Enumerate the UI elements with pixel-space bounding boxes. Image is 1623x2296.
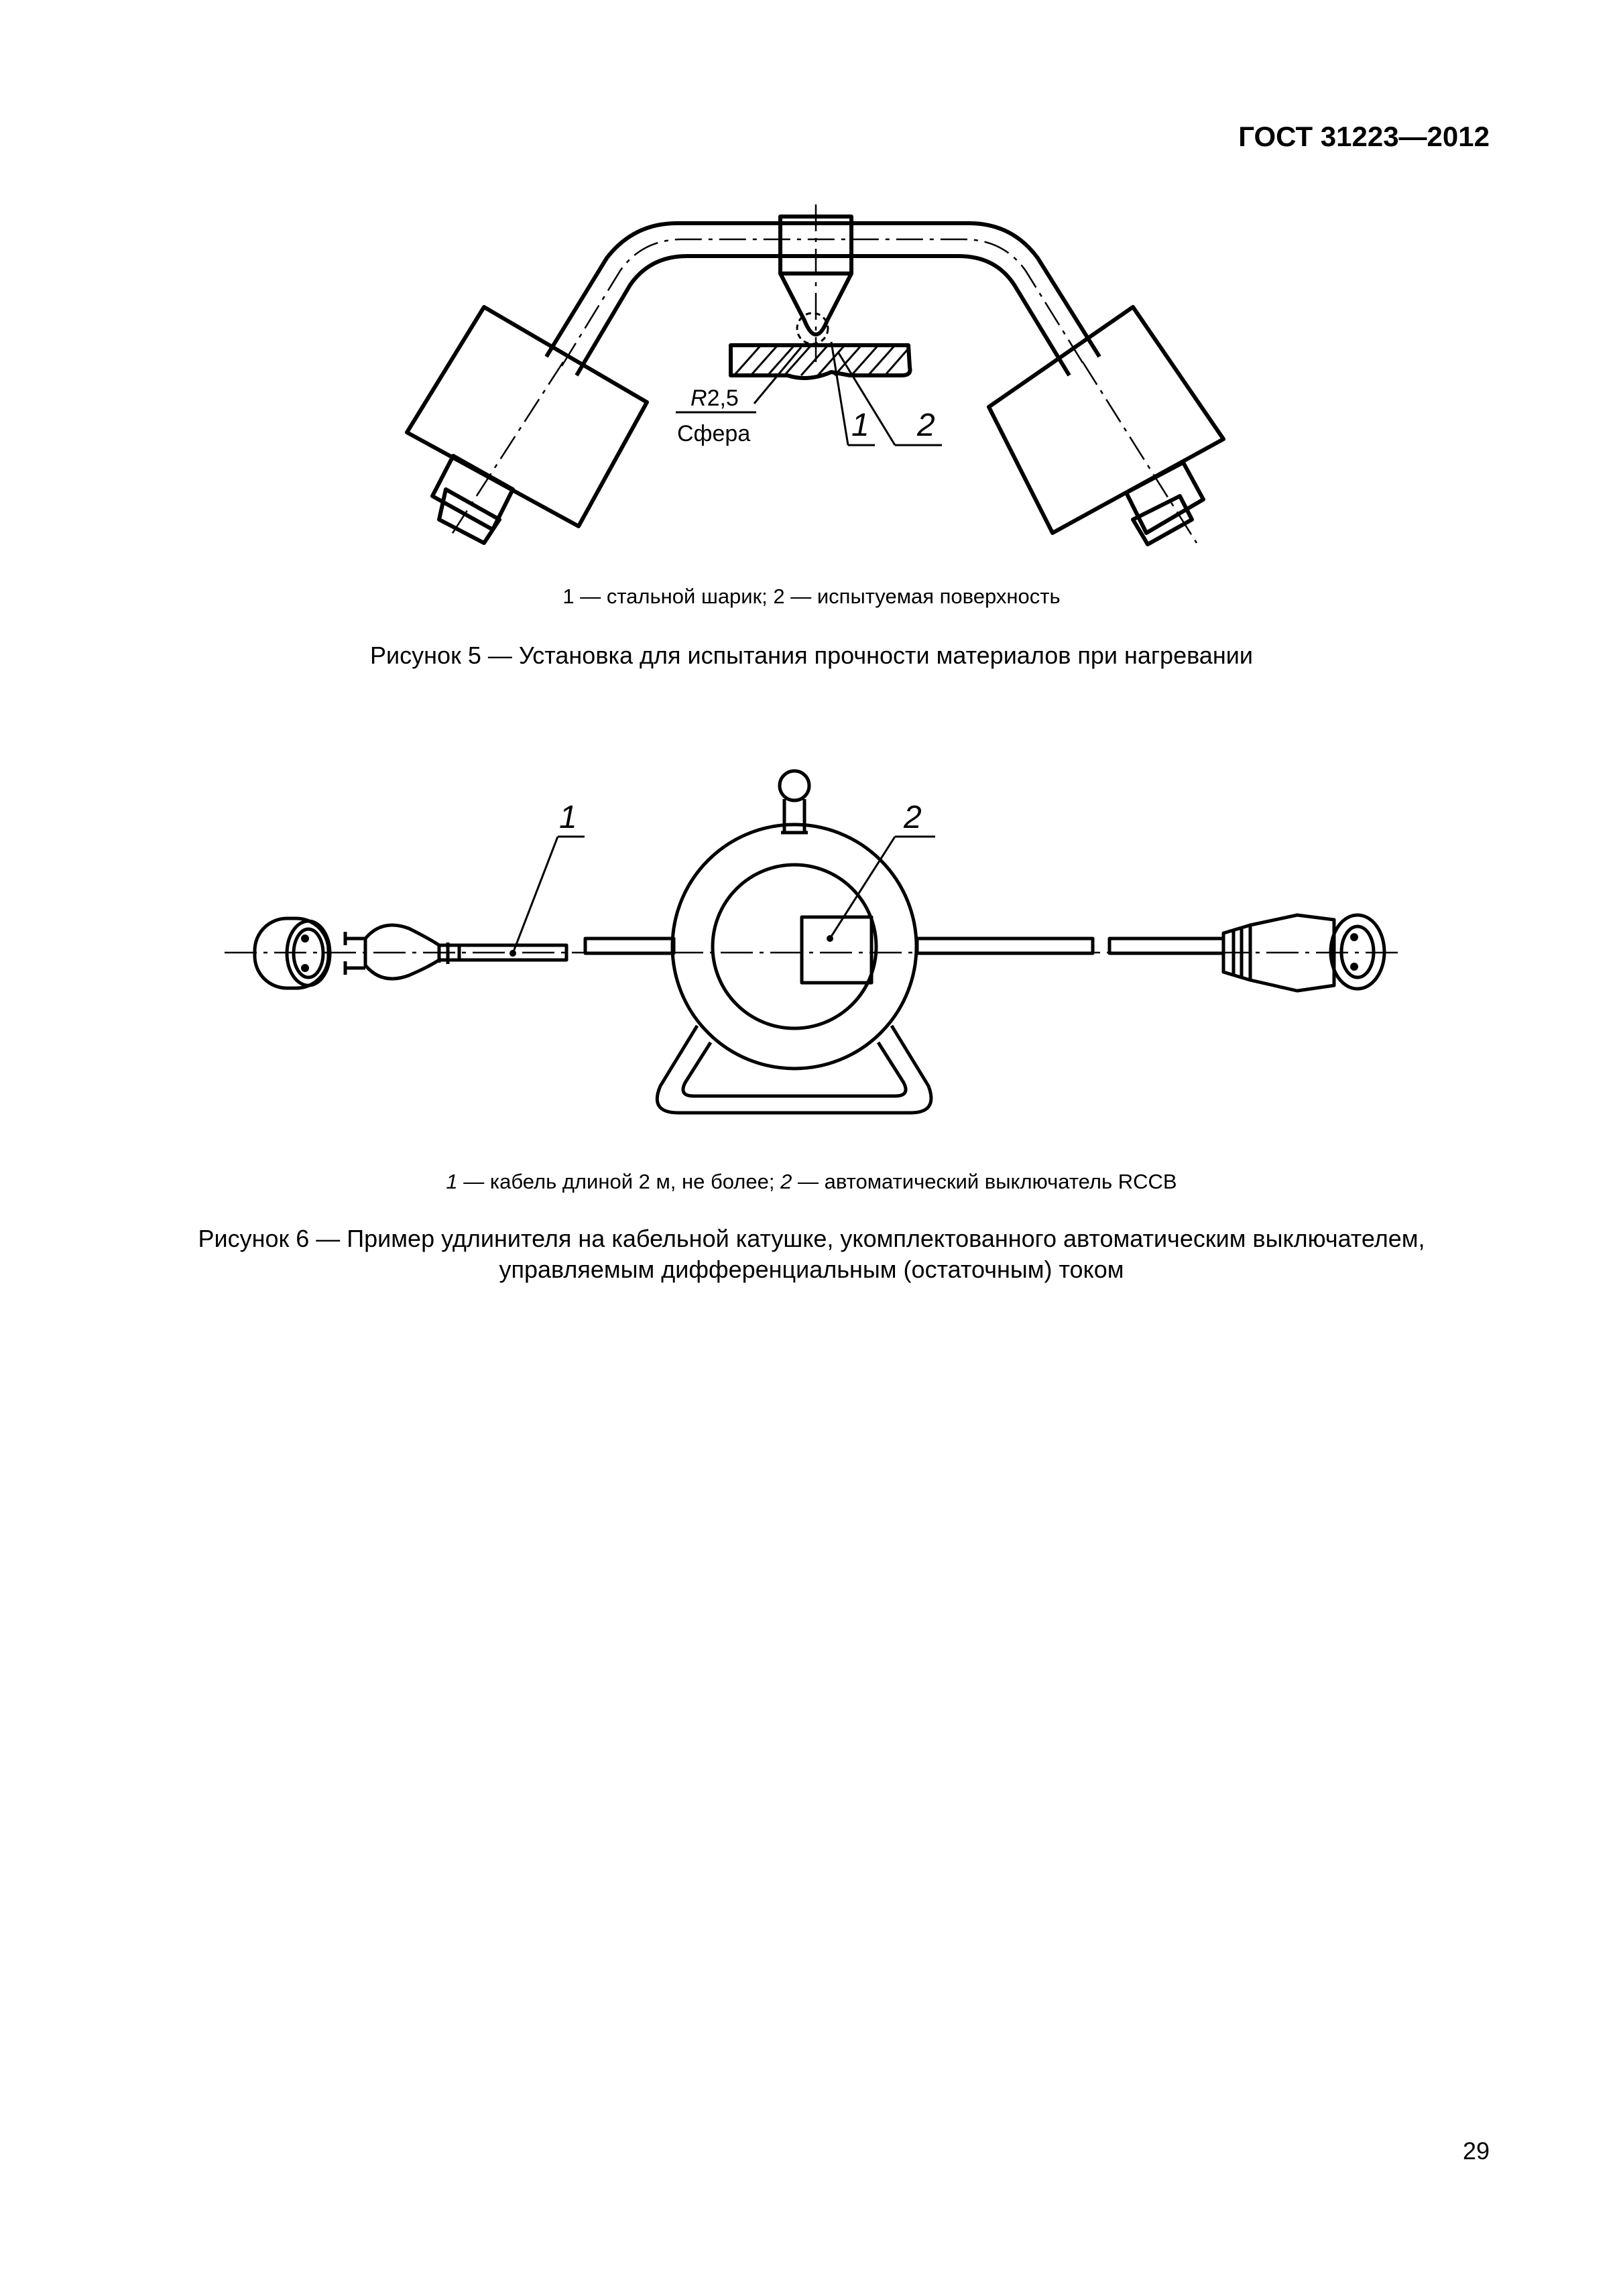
figure6-caption-line1: Рисунок 6 — Пример удлинителя на кабельной катушке, укомплектованного автоматическим выключателем,	[198, 1225, 1425, 1252]
figure6-item-1: 1	[559, 800, 577, 835]
figure-5-drawing	[375, 201, 1260, 550]
figure6-legend-n2: 2	[780, 1170, 792, 1193]
radius-label: R2,5	[690, 385, 739, 411]
reel-inner-drum	[713, 865, 876, 1028]
figure6-legend-t2: — автоматический выключатель RCCB	[792, 1170, 1177, 1193]
surface-hatching	[734, 345, 908, 375]
leader-1	[831, 342, 848, 445]
figure-6-drawing	[201, 758, 1421, 1146]
figure6-legend-n1: 1	[446, 1170, 458, 1193]
figure5-caption: Рисунок 5 — Установка для испытания прочности материалов при нагревании	[370, 642, 1253, 669]
reel-knob-stem	[781, 799, 808, 833]
figure6-legend-t1: — кабель длиной 2 м, не более;	[457, 1170, 781, 1193]
document-header: ГОСТ 31223—2012	[1238, 121, 1490, 152]
sphere-label: Сфера	[677, 421, 751, 446]
cable-segment-2	[585, 939, 674, 953]
figure6-legend	[0, 1170, 1623, 1194]
figure6-item-2: 2	[904, 800, 922, 835]
right-nut-outer	[1126, 463, 1203, 533]
f6-leader-1	[513, 837, 558, 953]
right-weight	[989, 307, 1223, 533]
page-number: 29	[1462, 2137, 1490, 2165]
cable-segment-3	[917, 939, 1093, 953]
f6-leader-2	[830, 837, 895, 939]
figure5-item-2: 2	[917, 408, 935, 443]
figure5-legend: 1 — стальной шарик; 2 — испытуемая поверхность	[562, 585, 1061, 608]
figure6-caption	[101, 1223, 1522, 1285]
figure5-item-1: 1	[851, 408, 869, 443]
reel-knob	[780, 771, 809, 800]
figure6-caption-line2: управляемым дифференциальным (остаточным) током	[499, 1256, 1124, 1283]
cable-segment-4	[1109, 939, 1223, 953]
